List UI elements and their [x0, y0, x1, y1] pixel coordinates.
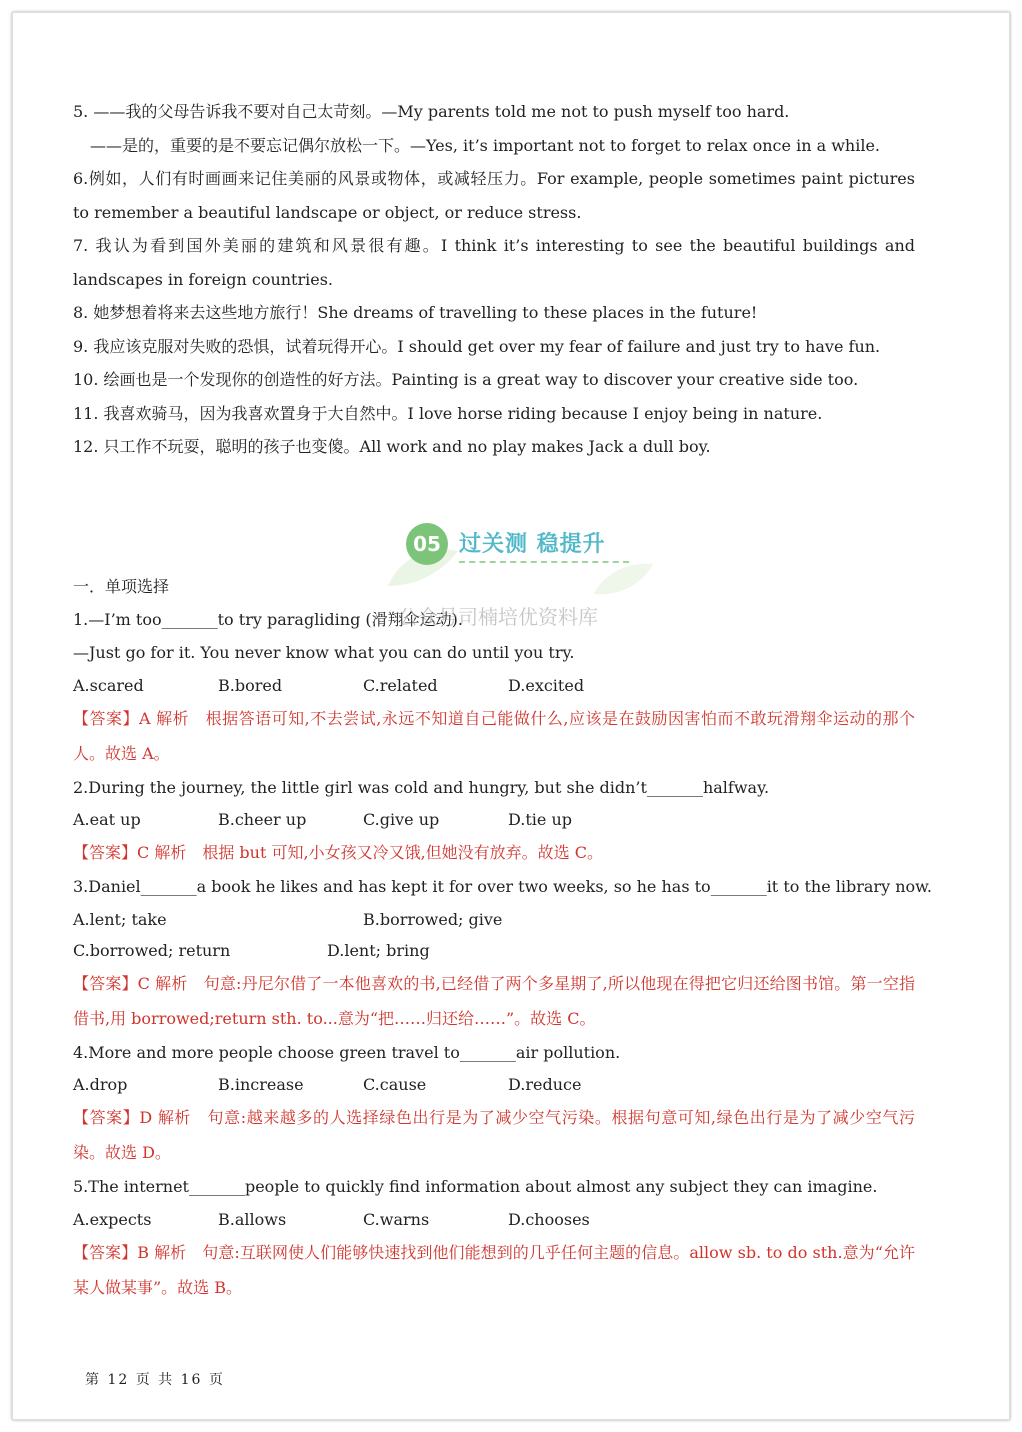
question-2-stem: 2.During the journey, the little girl was cold and hungry, but she didn’t_______halfway.	[73, 777, 770, 797]
section-title: 一．单项选择	[73, 576, 170, 596]
sentence-9: 9. 我应该克服对失败的恐惧，试着玩得开心。I should get over my fear of failure and just try to have fun.	[73, 336, 881, 356]
option-a: A.drop	[73, 1075, 128, 1094]
question-2-answer: 【答案】C 解析 根据 but 可知,小女孩又冷又饿,但她没有放弃。故选 C。	[73, 843, 603, 862]
leaf-decoration-icon	[588, 559, 658, 599]
option-b: B.cheer up	[218, 810, 307, 829]
page-footer: 第 12 页 共 16 页	[85, 1372, 225, 1388]
question-3-options-row2	[73, 935, 915, 966]
option-d: D.excited	[508, 675, 585, 695]
option-b: B.allows	[218, 1209, 287, 1229]
sentence-list	[73, 95, 933, 1305]
question-1-stem: 1.—I’m too_______to try paragliding (滑翔伞运动).	[73, 609, 463, 629]
option-d: D.reduce	[508, 1075, 582, 1094]
option-d: D.chooses	[508, 1209, 590, 1229]
question-4-answer: 【答案】D 解析 句意:越来越多的人选择绿色出行是为了减少空气污染。根据句意可知,绿色出行是为了减少空气污染。故选 D。	[73, 1108, 915, 1162]
question-3-stem: 3.Daniel_______a book he likes and has kept it for over two weeks, so he has to_______it to the library now.	[73, 877, 933, 896]
option-d: D.tie up	[508, 810, 572, 829]
sentence-6: 6.例如，人们有时画画来记住美丽的风景或物体，或减轻压力。For example, people sometimes paint pictures to remember a beautiful landscape or object, or reduce stress.	[73, 169, 915, 222]
question-4-options	[73, 1069, 915, 1100]
option-c: C.borrowed; return	[73, 940, 231, 960]
section-number-badge: 05	[406, 523, 448, 565]
sentence-7: 7. 我认为看到国外美丽的建筑和风景很有趣。I think it’s interesting to see the beautiful buildings and landscapes in foreign countries.	[73, 236, 915, 289]
question-5-answer: 【答案】B 解析 句意:互联网使人们能够快速找到他们能想到的几乎任何主题的信息。allow sb. to do sth.意为“允许某人做某事”。故选 B。	[73, 1242, 915, 1297]
question-1-answer: 【答案】A 解析 根据答语可知,不去尝试,永远不知道自己能做什么,应该是在鼓励因害怕而不敢玩滑翔伞运动的那个人。故选 A。	[73, 708, 915, 763]
question-1-stem-reply: —Just go for it. You never know what you can do until you try.	[73, 643, 575, 662]
option-a: A.expects	[73, 1209, 152, 1229]
sentence-5-reply: ——是的，重要的是不要忘记偶尔放松一下。—Yes, it’s important not to forget to relax once in a while.	[90, 135, 880, 155]
document-page	[12, 12, 1010, 1420]
sentence-5: 5. ——我的父母告诉我不要对自己太苛刻。—My parents told me not to push myself too hard.	[73, 102, 790, 121]
section-banner-title: 过关测 稳提升	[459, 532, 606, 557]
question-5-options	[73, 1204, 915, 1235]
option-d: D.lent; bring	[327, 940, 430, 960]
question-3-answer: 【答案】C 解析 句意:丹尼尔借了一本他喜欢的书,已经借了两个多星期了,所以他现在得把它归还给图书馆。第一空指借书,用 borrowed;return sth. to...意为“把……归还给……”。故选 C。	[73, 973, 915, 1028]
option-b: B.borrowed; give	[363, 909, 503, 929]
sentence-12: 12. 只工作不玩耍，聪明的孩子也变傻。All work and no play makes Jack a dull boy.	[73, 437, 711, 456]
sentence-8: 8. 她梦想着将来去这些地方旅行！She dreams of travelling to these places in the future!	[73, 303, 758, 322]
section-banner	[383, 513, 653, 603]
option-c: C.cause	[363, 1075, 427, 1094]
option-c: C.give up	[363, 810, 440, 829]
question-5-stem: 5.The internet_______people to quickly find information about almost any subject they can imagine.	[73, 1177, 878, 1196]
watermark: 公众号司楠培优资料库	[398, 605, 598, 629]
question-4-stem: 4.More and more people choose green travel to_______air pollution.	[73, 1042, 621, 1062]
option-a: A.scared	[73, 675, 144, 695]
sentence-11: 11. 我喜欢骑马，因为我喜欢置身于大自然中。I love horse riding because I enjoy being in nature.	[73, 403, 823, 423]
option-a: A.lent; take	[73, 909, 167, 929]
banner-divider	[459, 561, 629, 563]
option-a: A.eat up	[73, 810, 141, 829]
question-1-options	[73, 670, 915, 701]
sentence-10: 10. 绘画也是一个发现你的创造性的好方法。Painting is a great way to discover your creative side too.	[73, 370, 859, 389]
option-b: B.bored	[218, 675, 283, 695]
question-3-options-row1	[73, 904, 915, 935]
question-2-options	[73, 804, 915, 835]
option-b: B.increase	[218, 1075, 304, 1094]
option-c: C.related	[363, 675, 438, 695]
option-c: C.warns	[363, 1209, 430, 1229]
